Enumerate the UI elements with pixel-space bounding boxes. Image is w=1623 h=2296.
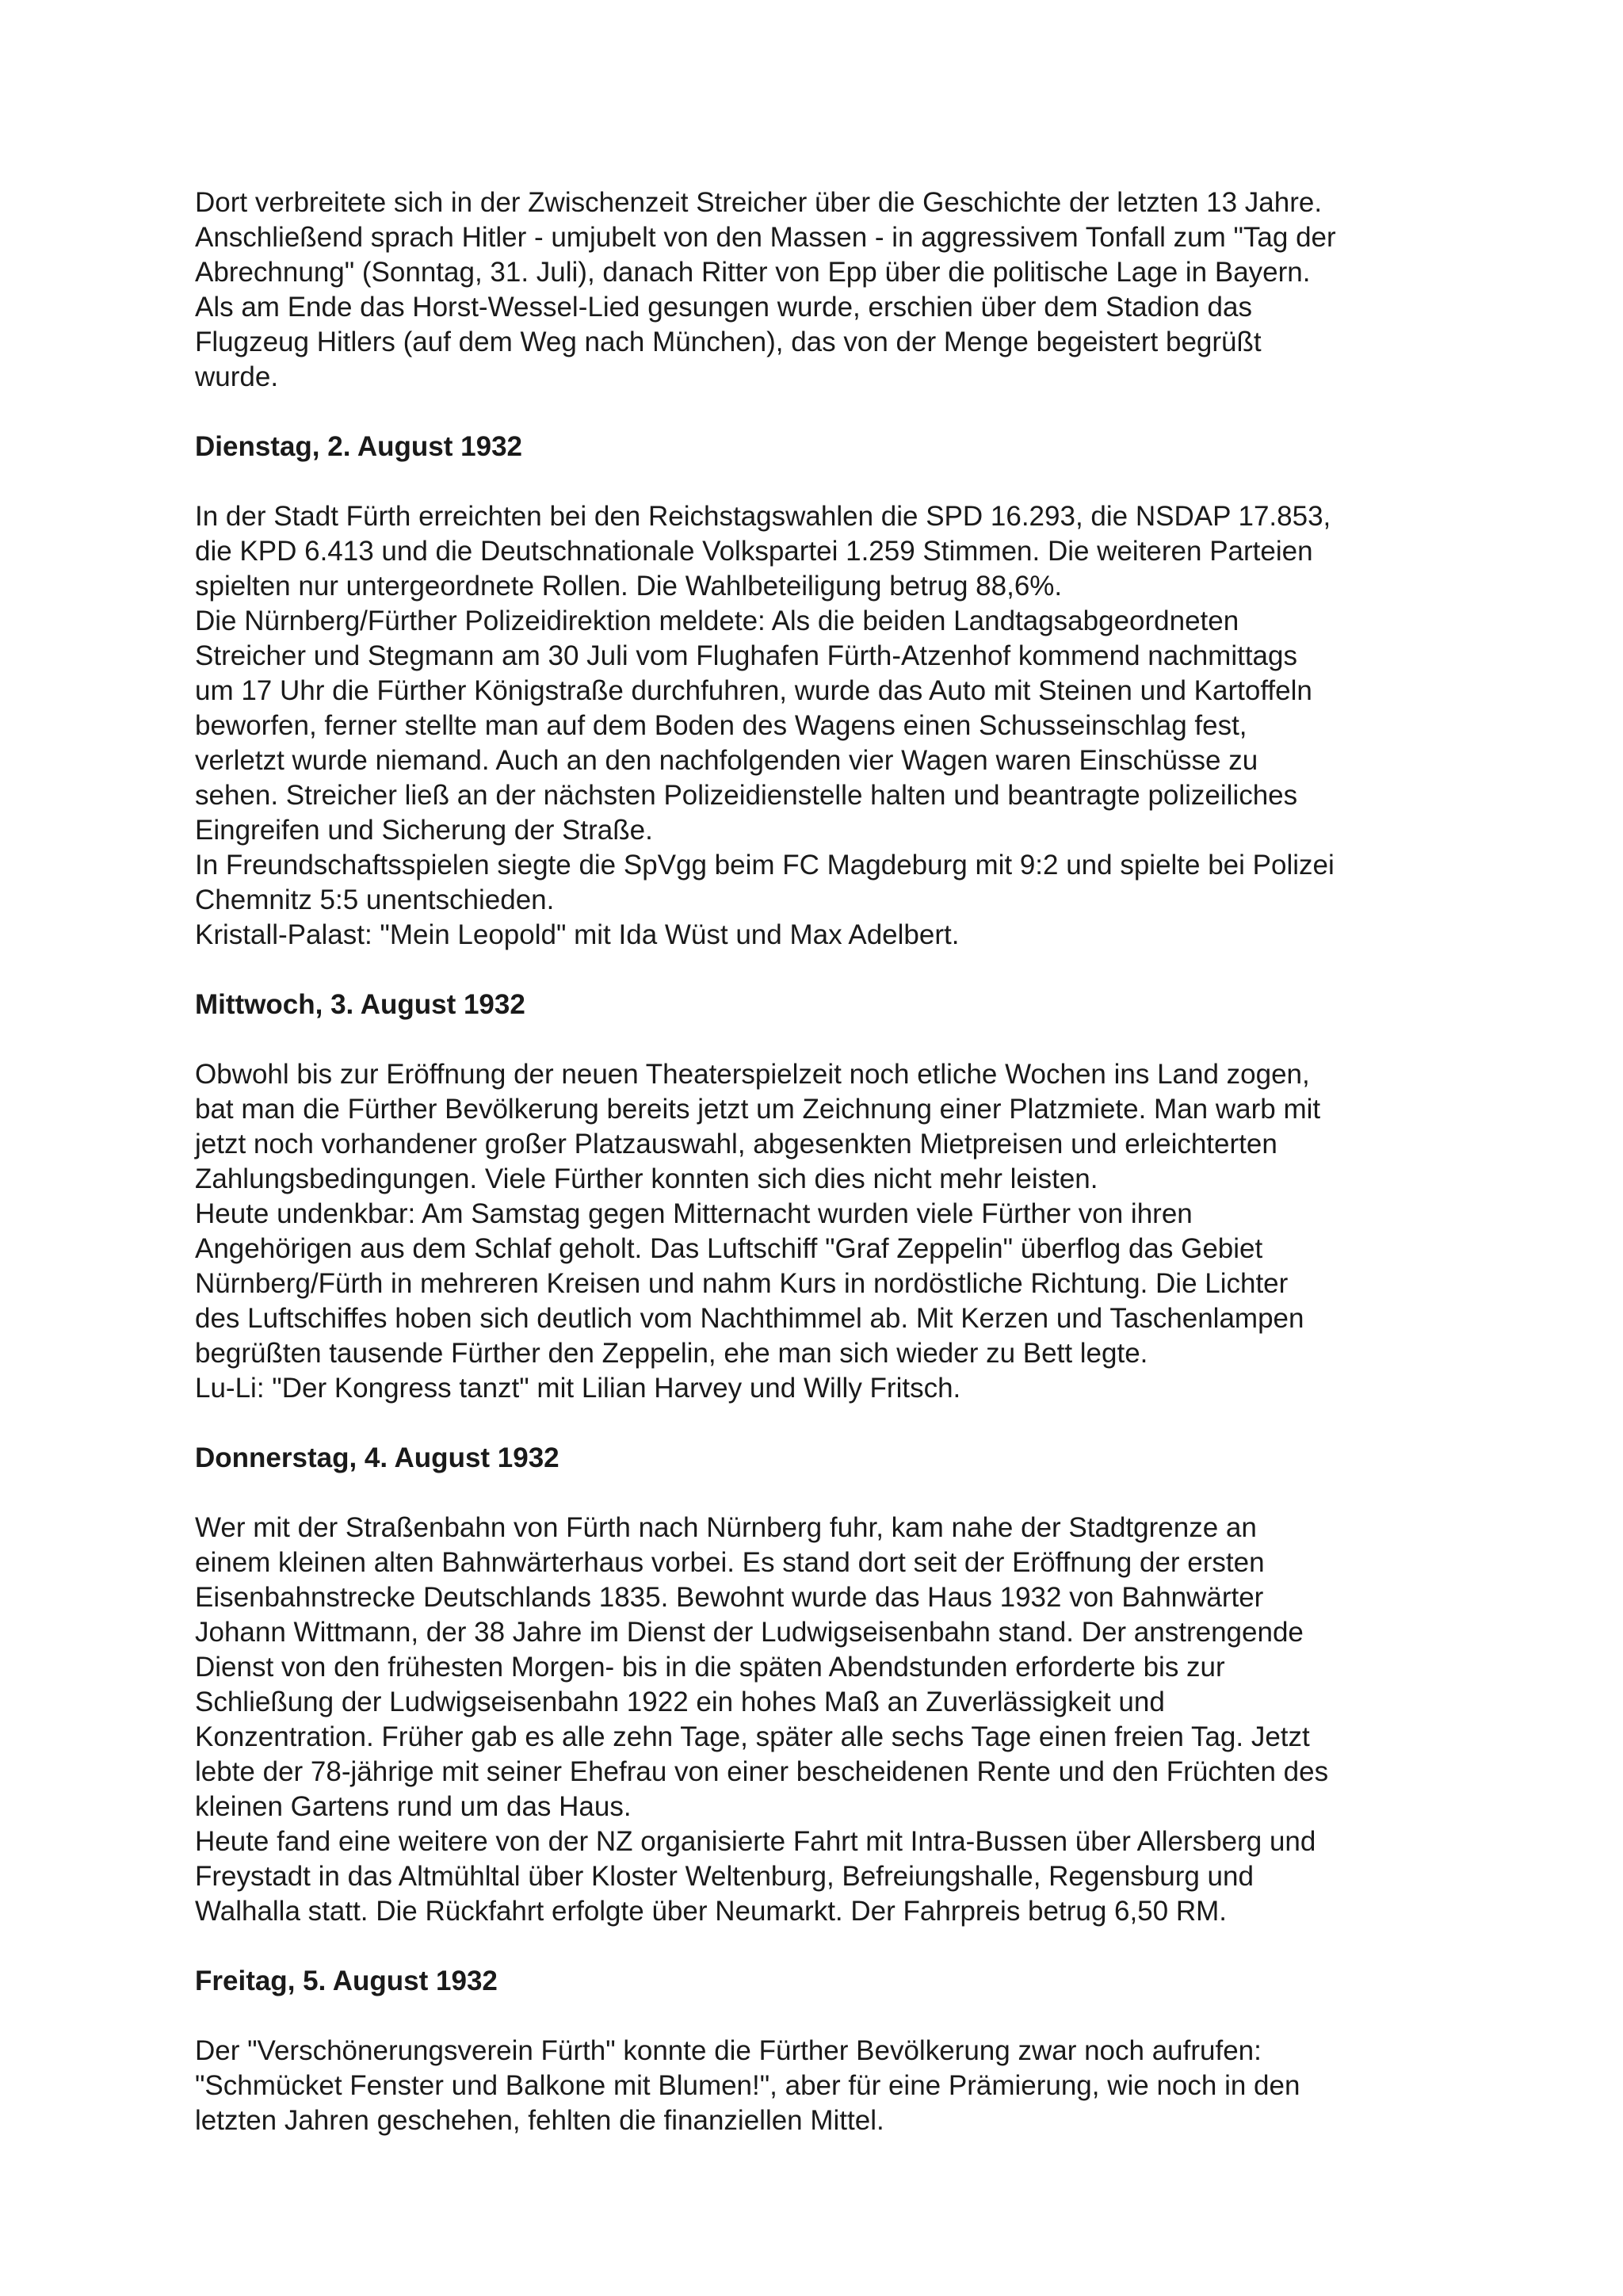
- text-line: Dienst von den frühesten Morgen- bis in die späten Abendstunden erforderte bis zur: [195, 1652, 1225, 1683]
- text-line: Zahlungsbedingungen. Viele Fürther konnten sich dies nicht mehr leisten.: [195, 1163, 1098, 1194]
- text-line: sehen. Streicher ließ an der nächsten Polizeidienstelle halten und beantragte polizeiliches: [195, 780, 1298, 811]
- text-line: lebte der 78-jährige mit seiner Ehefrau von einer bescheidenen Rente und den Früchten des: [195, 1756, 1329, 1787]
- text-line: letzten Jahren geschehen, fehlten die finanziellen Mittel.: [195, 2105, 884, 2136]
- text-line: Johann Wittmann, der 38 Jahre im Dienst der Ludwigseisenbahn stand. Der anstrengende: [195, 1617, 1304, 1648]
- text-line: Die Nürnberg/Fürther Polizeidirektion meldete: Als die beiden Landtagsabgeordneten: [195, 606, 1239, 636]
- entry-body-donnerstag: [195, 1511, 1455, 1929]
- text-line: Nürnberg/Fürth in mehreren Kreisen und nahm Kurs in nordöstliche Richtung. Die Lichter: [195, 1268, 1289, 1299]
- text-line: um 17 Uhr die Fürther Königstraße durchfuhren, wurde das Auto mit Steinen und Kartoffeln: [195, 675, 1312, 706]
- entry-body-freitag: [195, 2034, 1455, 2138]
- text-line: Eisenbahnstrecke Deutschlands 1835. Bewohnt wurde das Haus 1932 von Bahnwärter: [195, 1582, 1264, 1613]
- document-page: [195, 185, 1455, 2138]
- text-line: Als am Ende das Horst-Wessel-Lied gesungen wurde, erschien über dem Stadion das: [195, 292, 1252, 323]
- text-line: einem kleinen alten Bahnwärterhaus vorbei. Es stand dort seit der Eröffnung der ersten: [195, 1547, 1265, 1578]
- text-line: Heute fand eine weitere von der NZ organisierte Fahrt mit Intra-Bussen über Allersberg und: [195, 1826, 1316, 1857]
- text-line: beworfen, ferner stellte man auf dem Boden des Wagens einen Schusseinschlag fest,: [195, 710, 1247, 741]
- entry-heading-freitag: Freitag, 5. August 1932: [195, 1966, 498, 1996]
- text-line: wurde.: [195, 361, 279, 392]
- text-line: Abrechnung" (Sonntag, 31. Juli), danach Ritter von Epp über die politische Lage in Bayern.: [195, 257, 1311, 288]
- text-line: Konzentration. Früher gab es alle zehn Tage, später alle sechs Tage einen freien Tag. Jetzt: [195, 1721, 1310, 1752]
- text-line: Lu-Li: "Der Kongress tanzt" mit Lilian Harvey und Willy Fritsch.: [195, 1373, 961, 1404]
- text-line: die KPD 6.413 und die Deutschnationale Volkspartei 1.259 Stimmen. Die weiteren Parteien: [195, 536, 1313, 567]
- text-line: Schließung der Ludwigseisenbahn 1922 ein hohes Maß an Zuverlässigkeit und: [195, 1687, 1165, 1717]
- intro-paragraph: [195, 185, 1455, 395]
- text-line: jetzt noch vorhandener großer Platzauswahl, abgesenkten Mietpreisen und erleichterten: [195, 1129, 1277, 1159]
- text-line: Heute undenkbar: Am Samstag gegen Mitternacht wurden viele Fürther von ihren: [195, 1198, 1193, 1229]
- entry-body-mittwoch: [195, 1057, 1455, 1406]
- text-line: Freystadt in das Altmühltal über Kloster Weltenburg, Befreiungshalle, Regensburg und: [195, 1861, 1254, 1892]
- entry-heading-dienstag: Dienstag, 2. August 1932: [195, 431, 522, 462]
- text-line: Der "Verschönerungsverein Fürth" konnte die Fürther Bevölkerung zwar noch aufrufen:: [195, 2035, 1262, 2066]
- text-line: Anschließend sprach Hitler - umjubelt von den Massen - in aggressivem Tonfall zum "Tag der: [195, 222, 1336, 253]
- text-line: verletzt wurde niemand. Auch an den nachfolgenden vier Wagen waren Einschüsse zu: [195, 745, 1258, 776]
- entry-heading-mittwoch: Mittwoch, 3. August 1932: [195, 989, 525, 1020]
- text-line: begrüßten tausende Fürther den Zeppelin, ehe man sich wieder zu Bett legte.: [195, 1338, 1148, 1369]
- text-line: Flugzeug Hitlers (auf dem Weg nach München), das von der Menge begeistert begrüßt: [195, 327, 1262, 357]
- text-line: Wer mit der Straßenbahn von Fürth nach Nürnberg fuhr, kam nahe der Stadtgrenze an: [195, 1512, 1257, 1543]
- entry-heading-donnerstag: Donnerstag, 4. August 1932: [195, 1442, 559, 1473]
- text-line: "Schmücket Fenster und Balkone mit Blumen!", aber für eine Prämierung, wie noch in den: [195, 2070, 1300, 2101]
- text-line: In Freundschaftsspielen siegte die SpVgg beim FC Magdeburg mit 9:2 und spielte bei Polizei: [195, 850, 1335, 881]
- text-line: spielten nur untergeordnete Rollen. Die Wahlbeteiligung betrug 88,6%.: [195, 571, 1063, 602]
- entry-body-dienstag: [195, 499, 1455, 953]
- text-line: Chemnitz 5:5 unentschieden.: [195, 884, 555, 915]
- text-line: bat man die Fürther Bevölkerung bereits jetzt um Zeichnung einer Platzmiete. Man warb mit: [195, 1094, 1321, 1125]
- text-line: Kristall-Palast: "Mein Leopold" mit Ida Wüst und Max Adelbert.: [195, 919, 960, 950]
- text-line: Eingreifen und Sicherung der Straße.: [195, 815, 653, 846]
- text-line: Dort verbreitete sich in der Zwischenzeit Streicher über die Geschichte der letzten 13 Jahre.: [195, 187, 1323, 218]
- text-line: Walhalla statt. Die Rückfahrt erfolgte über Neumarkt. Der Fahrpreis betrug 6,50 RM.: [195, 1896, 1228, 1927]
- text-line: Obwohl bis zur Eröffnung der neuen Theaterspielzeit noch etliche Wochen ins Land zogen,: [195, 1059, 1310, 1090]
- text-line: Streicher und Stegmann am 30 Juli vom Flughafen Fürth-Atzenhof kommend nachmittags: [195, 640, 1297, 671]
- text-line: In der Stadt Fürth erreichten bei den Reichstagswahlen die SPD 16.293, die NSDAP 17.853,: [195, 501, 1331, 532]
- text-line: kleinen Gartens rund um das Haus.: [195, 1791, 632, 1822]
- text-line: Angehörigen aus dem Schlaf geholt. Das Luftschiff "Graf Zeppelin" überflog das Gebiet: [195, 1233, 1263, 1264]
- text-line: des Luftschiffes hoben sich deutlich vom Nachthimmel ab. Mit Kerzen und Taschenlampen: [195, 1303, 1304, 1334]
